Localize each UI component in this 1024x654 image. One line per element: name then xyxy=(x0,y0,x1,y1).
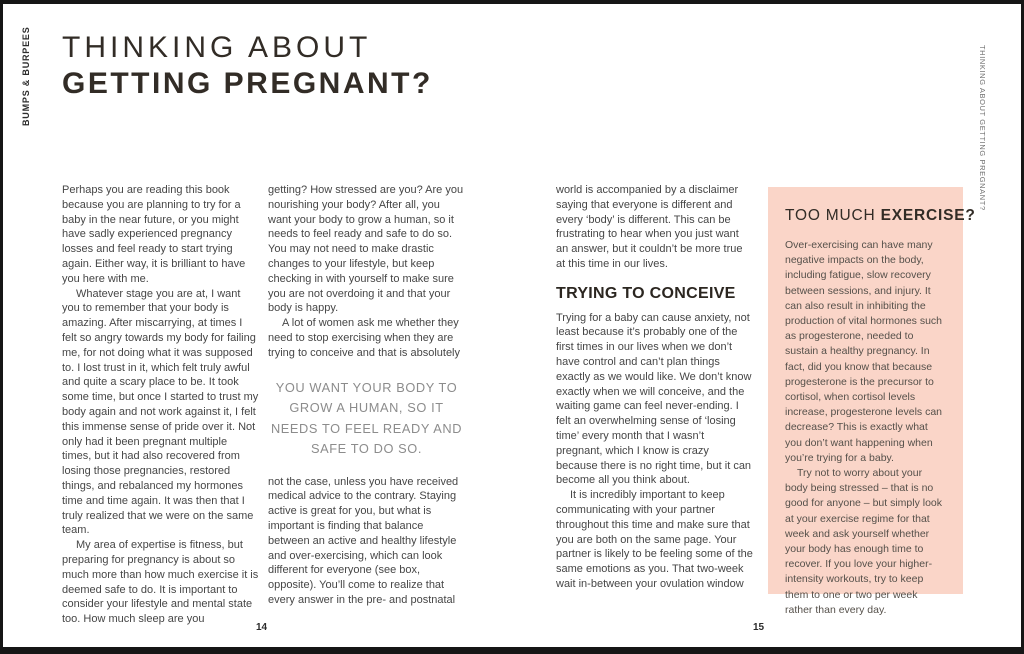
chapter-title xyxy=(62,30,433,102)
paragraph: A lot of women ask me whether they need to stop exercising when they are trying to conceive and that is absolutely xyxy=(268,317,461,359)
paragraph: Try not to worry about your body being stressed – that is no good for anyone – but simply look at your exercise regime for that week and ask yourself whether your body has enough time to recover. If you love your higher-intensity workouts, try to keep them to one or two per week rather than every day. xyxy=(785,467,943,616)
sidebar-box-title-light: TOO MUCH xyxy=(785,207,876,224)
chapter-title-line2: GETTING PREGNANT? xyxy=(62,67,433,100)
spine-series-title: BUMPS & BURPEES xyxy=(21,26,31,126)
photo-edge-left xyxy=(0,0,3,654)
sidebar-box-title xyxy=(785,207,976,225)
sidebar-box-title-bold: EXERCISE? xyxy=(880,207,976,224)
paragraph: not the case, unless you have received medical advice to the contrary. Staying active is great for you, but what is important is finding that balance between an active and healthy lifestyle and over-exercising, which can look different for everyone (see box, opposite). You’ll come to realize that every answer in the pre- and postnatal xyxy=(268,475,459,606)
paragraph: Whatever stage you are at, I want you to remember that your body is amazing. After miscarrying, at times I felt so angry towards my body for failing me, for not doing what it was supposed to. I lost trust in it, which felt truly awful and quite a scary place to be. It took some time, but once I started to trust my body again and not work against it, I felt this immense sense of pride over it. Not only had it been pregnant multiple times, but it had also recovered from losing those pregnancies, restored things, and rebalanced my hormones time and time again. It was then that I truly realized that we were on the same team. xyxy=(62,287,259,537)
paragraph: It is incredibly important to keep communicating with your partner throughout this time and make sure that you are both on the same page. Your partner is likely to be feeling some of the same emotions as you. That two-week wait in-between your ovulation window xyxy=(556,489,753,590)
sidebar-box-too-much-exercise xyxy=(768,187,976,616)
paragraph: Over-exercising can have many negative impacts on the body, including fatigue, slow recovery between sessions, and injury. It can also result in inhibiting the production of vital hormones such as progesterone, needed to sustain a healthy pregnancy. In fact, did you know that because progesterone is the precursor to cortisol, when cortisol levels increase, progesterone levels can decrease? This is exactly what you don’t want happening when you’re trying for a baby. xyxy=(785,239,943,464)
paragraph: My area of expertise is fitness, but preparing for pregnancy is about so much more than how much exercise it is deemed safe to do. It is important to consider your lifestyle and mental state too. How much sleep are you xyxy=(62,539,259,626)
photo-edge-top xyxy=(0,0,1024,4)
paragraph: Perhaps you are reading this book because you are planning to try for a baby in the near future, or you might have sadly experienced pregnancy losses and feel ready to start trying again. Either way, it is brilliant to have you here with me. xyxy=(62,184,246,285)
paragraph: world is accompanied by a disclaimer saying that everyone is different and every ‘body’ is different. This can be frustrating to hear when you just want an answer, but it couldn’t be more true at this time in our lives. xyxy=(556,184,743,270)
running-head-vertical: THINKING ABOUT GETTING PREGNANT? xyxy=(978,45,987,211)
section-heading: TRYING TO CONCEIVE xyxy=(556,284,736,302)
text-column-2 xyxy=(268,183,465,608)
chapter-title-line1: THINKING ABOUT xyxy=(62,31,372,64)
text-column-3 xyxy=(556,183,753,592)
pull-quote: YOU WANT YOUR BODY TO GROW A HUMAN, SO IT NEEDS TO FEEL READY AND SAFE TO DO SO. xyxy=(270,379,463,457)
page-number-left: 14 xyxy=(256,622,268,633)
paragraph: Trying for a baby can cause anxiety, not least because it’s probably one of the first times in our lives when we don’t have control and can’t plan things exactly as we would like. We don’t know exactly when we will conceive, and the waiting game can feel never-ending. I felt an overwhelming sense of ‘losing time’ every month that I wasn’t pregnant, which I know is crazy because there is no right time, but it can become all you think about. xyxy=(556,311,752,487)
photo-edge-bottom xyxy=(0,647,1024,654)
text-column-1 xyxy=(62,183,259,627)
page-number-right: 15 xyxy=(753,622,765,633)
paragraph: getting? How stressed are you? Are you nourishing your body? After all, you want your body to grow a human, so it needs to feel ready and safe to do so. You may not need to make drastic changes to your lifestyle, but keep checking in with yourself to make sure you are not overdoing it and that your body is happy. xyxy=(268,184,464,315)
